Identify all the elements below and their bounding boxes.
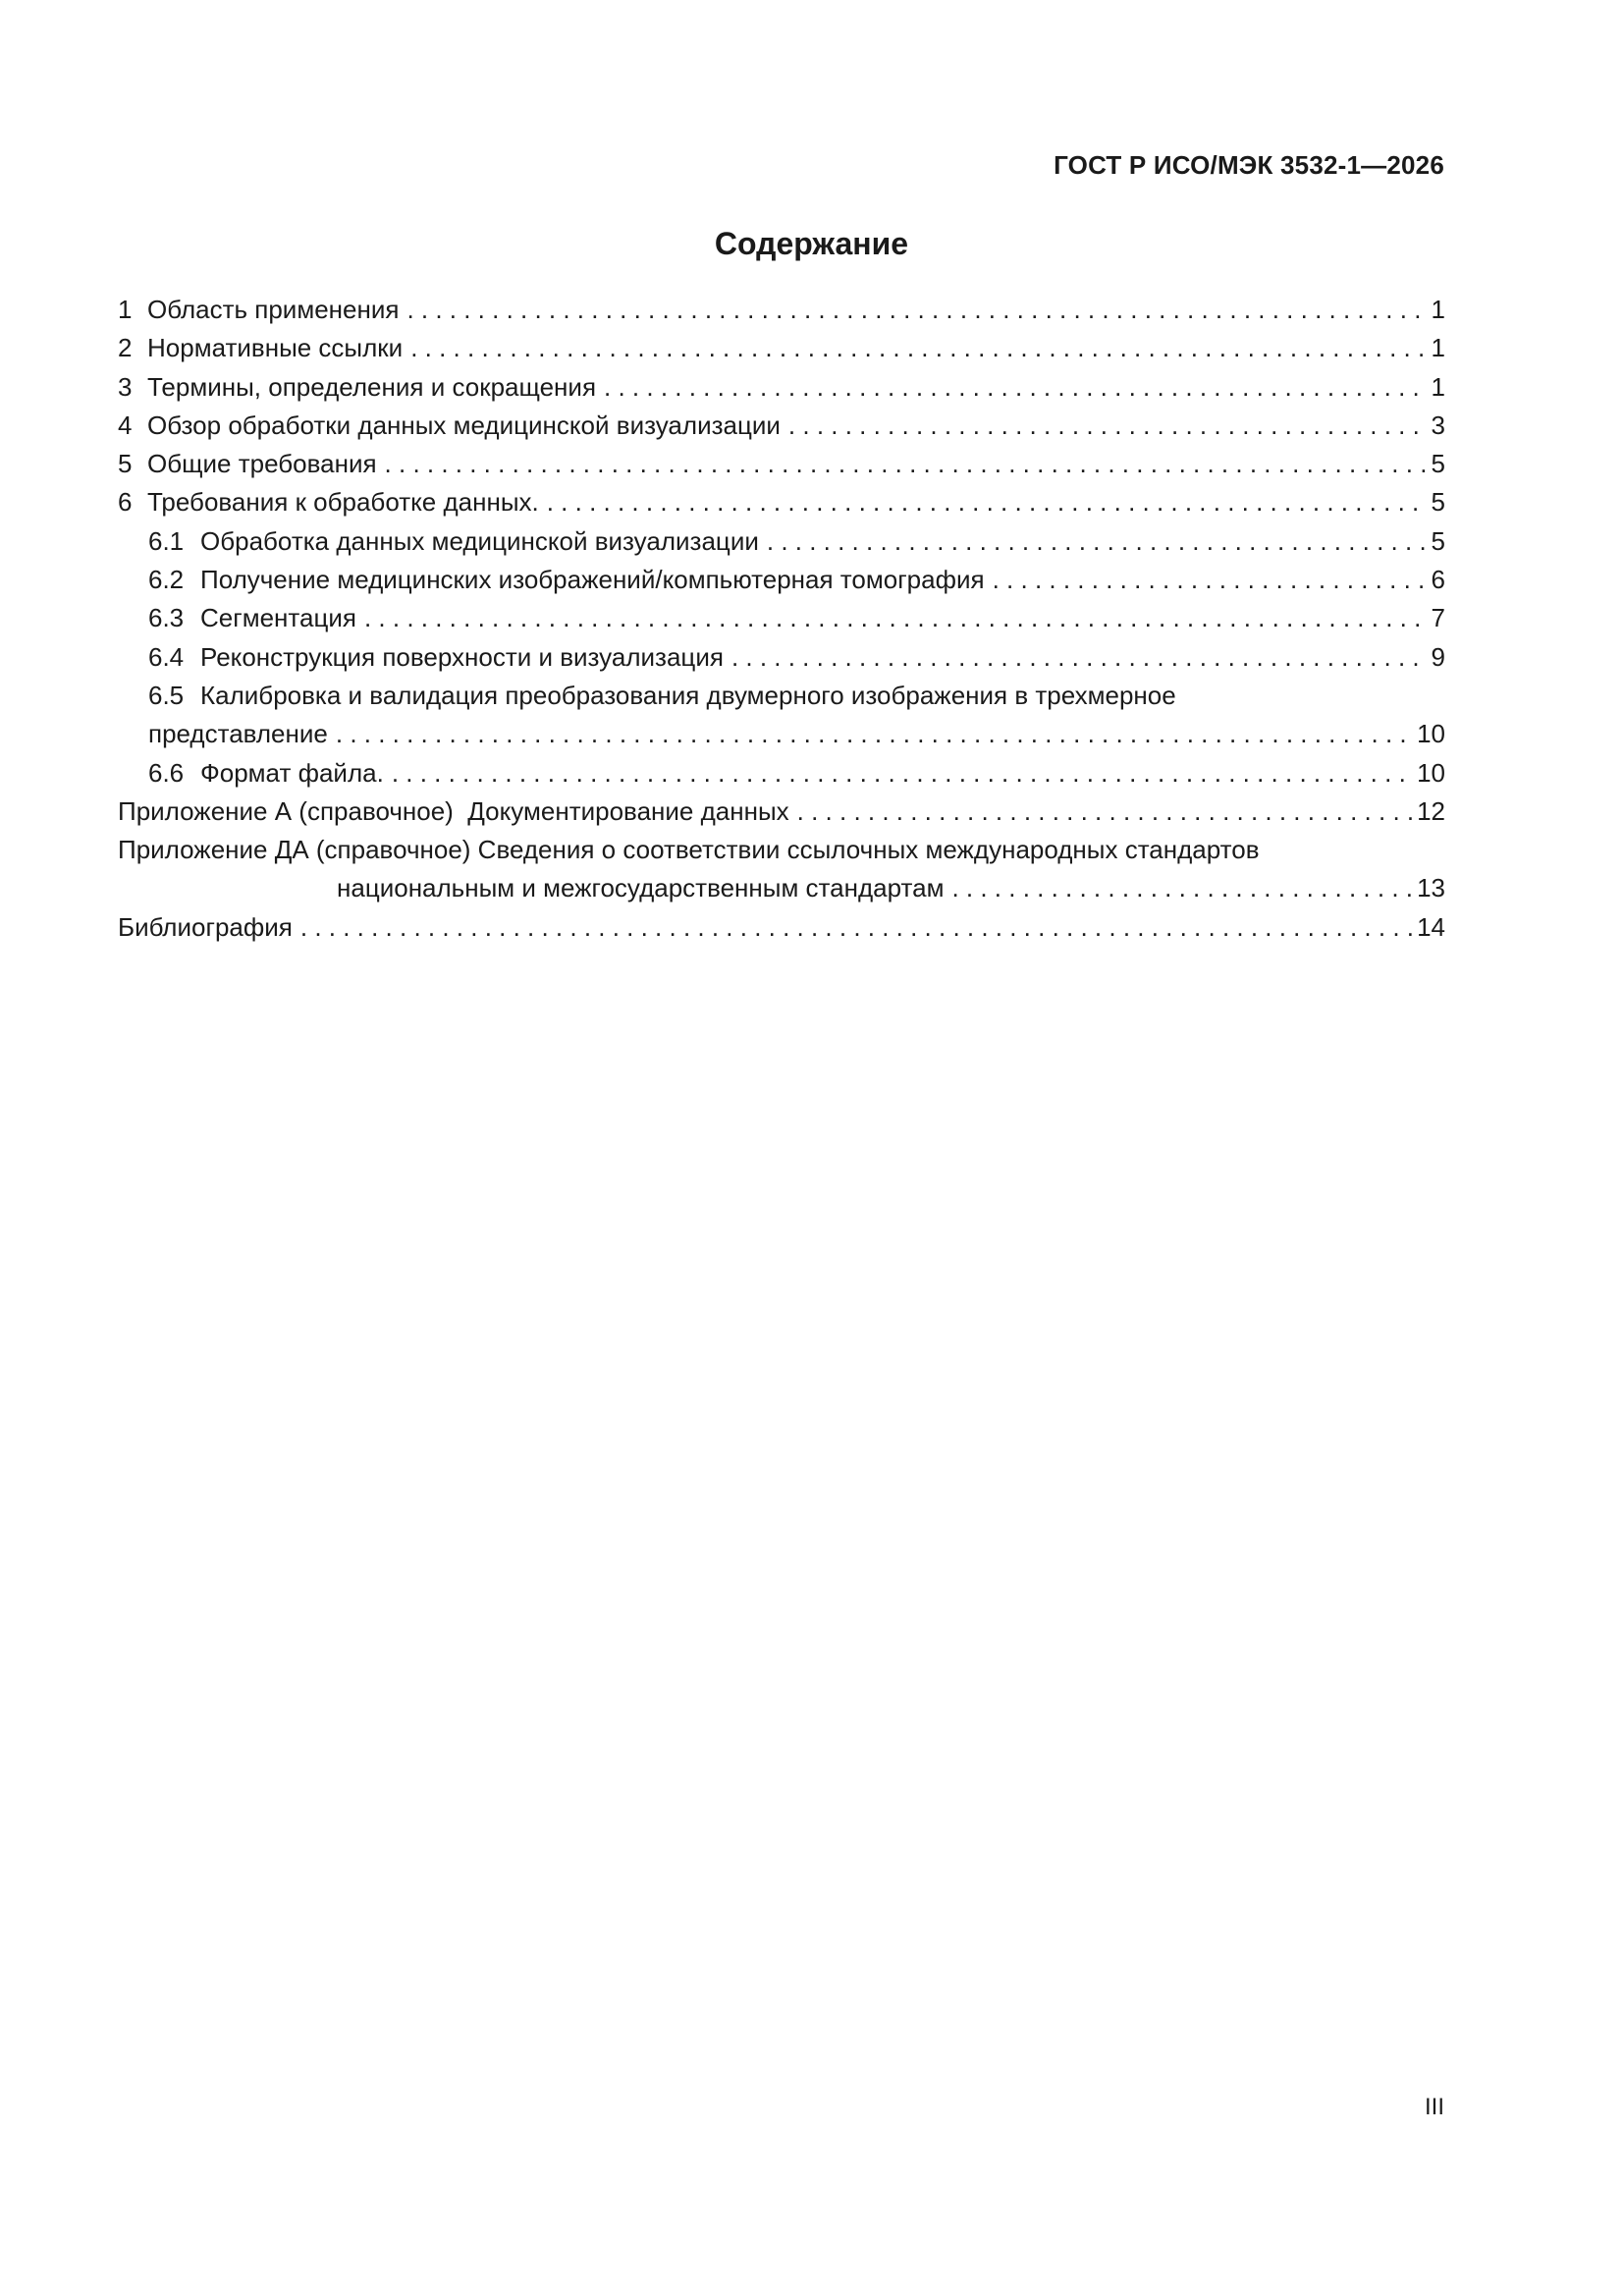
toc-entry-page: 5	[1431, 487, 1445, 518]
toc-entry-page: 9	[1431, 641, 1445, 672]
toc-subentry[interactable]	[118, 754, 1445, 793]
toc-entry-label: Библиография	[118, 911, 293, 942]
dot-leader	[797, 793, 1412, 831]
toc-entry-label: Сегментация	[200, 603, 356, 633]
toc-title: Содержание	[714, 226, 909, 261]
toc-subentry[interactable]	[118, 561, 1445, 599]
toc-entry[interactable]	[118, 368, 1445, 407]
toc-entry-number: 6.6	[148, 757, 185, 788]
toc-entry-label: Термины, определения и сокращения	[147, 371, 597, 402]
table-of-contents	[118, 291, 1445, 947]
toc-entry-page: 1	[1431, 333, 1445, 363]
toc-bibliography[interactable]	[118, 908, 1445, 947]
toc-entry[interactable]	[118, 407, 1445, 445]
toc-entry-page: 6	[1431, 565, 1445, 595]
toc-entry-label: Приложение А (справочное) Документирование данных	[118, 795, 789, 826]
dot-leader	[300, 908, 1412, 947]
toc-entry-label: Общие требования	[147, 449, 377, 479]
toc-entry[interactable]	[118, 291, 1445, 329]
toc-entry-label: Получение медицинских изображений/компьютерная томография	[200, 565, 985, 595]
toc-subentry[interactable]	[118, 638, 1445, 677]
dot-leader	[731, 638, 1427, 677]
dot-leader	[767, 522, 1427, 561]
toc-entry-number: 4	[118, 410, 133, 440]
toc-appendix-a[interactable]	[118, 793, 1445, 831]
toc-entry-number: 6.1	[148, 525, 185, 556]
toc-entry-number: 1	[118, 295, 133, 324]
toc-entry-label: Обзор обработки данных медицинской визуализации	[147, 410, 781, 440]
toc-appendix-da-continuation[interactable]	[118, 869, 1445, 907]
toc-entry-label: Нормативные ссылки	[147, 333, 404, 363]
dot-leader	[951, 869, 1412, 907]
toc-entry-page: 1	[1431, 371, 1445, 402]
toc-entry-number: 6.4	[148, 641, 185, 672]
toc-subentry-first-line[interactable]	[118, 677, 1445, 715]
toc-entry-label: Реконструкция поверхности и визуализация	[200, 641, 724, 672]
toc-entry-label: Область применения	[147, 295, 400, 324]
toc-entry-label-continued: национальным и межгосударственным стандартам	[337, 873, 945, 903]
dot-leader	[547, 483, 1427, 521]
dot-leader	[410, 329, 1426, 367]
toc-entry-page: 7	[1431, 603, 1445, 633]
toc-entry-page: 14	[1417, 911, 1445, 942]
toc-entry-label: Обработка данных медицинской визуализации	[200, 525, 759, 556]
toc-entry-number: 2	[118, 333, 133, 363]
toc-subentry-continuation[interactable]	[118, 715, 1445, 753]
document-code: ГОСТ Р ИСО/МЭК 3532-1—2026	[1054, 150, 1444, 180]
toc-entry-number: 6.3	[148, 603, 185, 633]
dot-leader	[993, 561, 1427, 599]
toc-subentry[interactable]	[118, 599, 1445, 637]
dot-leader	[336, 715, 1412, 753]
toc-entry-page: 1	[1431, 295, 1445, 324]
toc-entry-label-continued: представление	[148, 719, 328, 749]
toc-entry-page: 10	[1417, 719, 1445, 749]
toc-subentry[interactable]	[118, 522, 1445, 561]
toc-entry[interactable]	[118, 445, 1445, 483]
toc-entry[interactable]	[118, 329, 1445, 367]
toc-entry-page: 12	[1417, 795, 1445, 826]
toc-entry-label: Формат файла.	[200, 757, 384, 788]
toc-entry-page: 10	[1417, 757, 1445, 788]
toc-entry-page: 3	[1431, 410, 1445, 440]
toc-entry-label: Приложение ДА (справочное) Сведения о соответствии ссылочных международных стандартов	[118, 835, 1260, 865]
dot-leader	[364, 599, 1427, 637]
page-number: III	[1424, 2094, 1444, 2120]
toc-entry-number: 6.2	[148, 565, 185, 595]
dot-leader	[788, 407, 1427, 445]
toc-entry-number: 3	[118, 371, 133, 402]
toc-entry-number: 6.5	[148, 680, 185, 710]
toc-entry-number: 6	[118, 487, 133, 518]
toc-appendix-da-first-line[interactable]	[118, 831, 1445, 869]
toc-entry-page: 5	[1431, 449, 1445, 479]
toc-entry-label: Калибровка и валидация преобразования двумерного изображения в трехмерное	[200, 680, 1176, 710]
toc-entry-page: 5	[1431, 525, 1445, 556]
toc-entry[interactable]	[118, 483, 1445, 521]
dot-leader	[392, 754, 1412, 793]
toc-entry-number: 5	[118, 449, 133, 479]
dot-leader	[604, 368, 1427, 407]
toc-entry-label: Требования к обработке данных.	[147, 487, 539, 518]
toc-entry-page: 13	[1417, 873, 1445, 903]
dot-leader	[385, 445, 1427, 483]
dot-leader	[406, 291, 1426, 329]
